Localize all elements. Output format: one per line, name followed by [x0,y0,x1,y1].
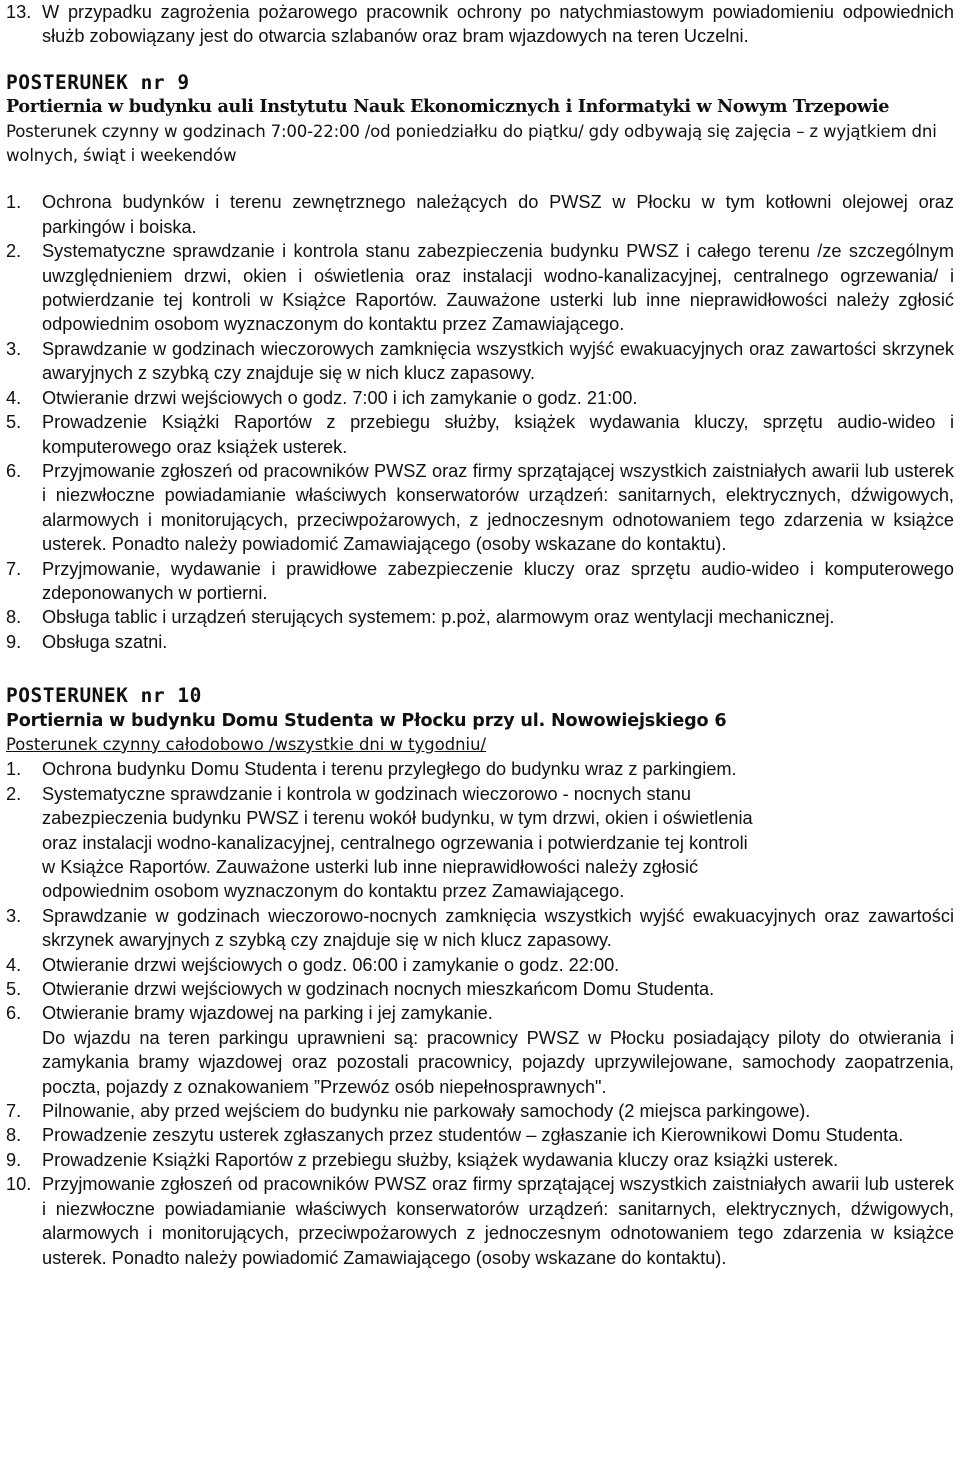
list-item [6,0,954,49]
item-text-main: Przyjmowanie zgłoszeń od pracowników PWSZ oraz firmy sprzątającej wszystkich zaistniałych awarii lub usterek i niezwłoczne powiadamianie właściwych konserwatorów urządzeń: sanitarnych, elektrycznych, dźwigowych, alarmowych i monitorujących, przeciwpożarowych z jednoczesnym odnotowaniem tego zdarzenia w książce usterek. Ponadto należy powiadomić Zamawiającego (osoby wskazane do kontaktu). [42,1174,954,1268]
post-10-section [6,684,954,1270]
item-text-main: Ochrona budynków i terenu zewnętrznego należących do PWSZ w Płocku w tym kotłowni olejowej oraz parkingów i boiska. [42,192,954,237]
item-number: 6. [6,1003,22,1024]
list-item [6,953,954,977]
item-text [42,1172,954,1270]
list-item [6,337,954,386]
item-text-main: Otwieranie drzwi wejściowych w godzinach nocnych mieszkańcom Domu Studenta. [42,979,715,1000]
item-text [42,1099,954,1123]
item-number: 3. [6,338,22,359]
item-text-main: Otwieranie drzwi wejściowych o godz. 06:00 i zamykanie o godz. 22:00. [42,954,620,975]
item-number: 7. [6,1101,22,1122]
item-text-main: Otwieranie bramy wjazdowej na parking i jej zamykanie. [42,1003,493,1024]
item-number: 7. [6,558,22,579]
item-text-main: Sprawdzanie w godzinach wieczorowych zamknięcia wszystkich wyjść ewakuacyjnych oraz zawartości skrzynek awaryjnych z szybką czy znajduje się w nich klucz zapasowy. [42,338,954,384]
post-9-hours: Posterunek czynny w godzinach 7:00-22:00 /od poniedziałku do piątku/ gdy odbywają się zajęcia – z wyjątkiem dni wolnych, świąt i weekendów [6,121,937,166]
post-10-location: Portiernia w budynku Domu Studenta w Płocku przy ul. Nowowiejskiego 6 [6,710,727,731]
list-item [6,557,954,606]
item-text [42,904,954,953]
list-item [6,630,954,654]
item-text [42,757,954,781]
list-item [6,904,954,953]
item-text-line: w Książce Raportów. Zauważone usterki lub inne nieprawidłowości należy zgłosić [42,857,699,877]
item-number: 9. [6,1149,22,1170]
post-10-title: POSTERUNEK nr 10 [6,684,202,708]
item-text [42,953,954,977]
item-text [42,977,954,1001]
item-number: 8. [6,1125,22,1146]
item-number: 6. [6,460,22,481]
item-text-main: Sprawdzanie w godzinach wieczorowo-nocnych zamknięcia wszystkich wyjść ewakuacyjnych oraz zawartości skrzynek awaryjnych z szybką czy znajduje się w nich klucz zapasowy. [42,905,954,951]
item-text-line: Systematyczne sprawdzanie i kontrola w godzinach wieczorowo - nocnych stanu [42,783,692,804]
list-item [6,239,954,337]
item-number: 5. [6,979,22,1000]
item-number: 3. [6,905,22,926]
list-item [6,1001,954,1099]
item-number: 5. [6,412,22,433]
item-text [42,1148,954,1172]
list-item [6,386,954,410]
item-text-line: zabezpieczenia budynku PWSZ i terenu wokół budynku, w tym drzwi, okien i oświetlenia [42,808,753,829]
list-item [6,605,954,629]
list-item [6,757,954,781]
list-item [6,977,954,1001]
list-item [6,1172,954,1270]
item-number: 4. [6,954,22,975]
item-text-main: Przyjmowanie, wydawanie i prawidłowe zabezpieczenie kluczy oraz sprzętu audio-wideo i komputerowego zdeponowanych w portierni. [42,558,954,603]
item-number: 4. [6,387,22,408]
item-text [42,605,954,629]
post-9-section [6,71,954,654]
item-number: 2. [6,783,22,804]
item-text [42,557,954,606]
list-item [6,1123,954,1147]
item-text-line: odpowiednim osobom wyznaczonym do kontaktu przez Zamawiającego. [42,881,625,902]
item-text [42,782,954,904]
list-item [6,1148,954,1172]
item-text-main: Prowadzenie Książki Raportów z przebiegu służby, książek wydawania kluczy oraz książki usterek. [42,1149,839,1170]
item-text [42,459,954,557]
item-number: 1. [6,759,22,780]
post-10-duties-list [6,757,954,1270]
item-text [42,239,954,337]
item-text [42,1001,954,1099]
list-item [6,190,954,239]
item-number: 9. [6,631,22,652]
item-text [42,337,954,386]
item-text-main: Prowadzenie Książki Raportów z przebiegu służby, książek wydawania kluczy, sprzętu audio-wideo i komputerowego oraz książek usterek. [42,412,954,457]
item-text [42,1123,954,1147]
post-10-hours: Posterunek czynny całodobowo /wszystkie dni w tygodniu/ [6,734,486,754]
item-text [42,410,954,459]
post-9-location: Portiernia w budynku auli Instytutu Nauk Ekonomicznych i Informatyki w Nowym Trzepowie [6,96,890,118]
list-item [6,782,954,904]
item-text-main: Obsługa szatni. [42,631,168,652]
item-text-main: Obsługa tablic i urządzeń sterujących systemem: p.poż, alarmowym oraz wentylacji mechanicznej. [42,607,835,628]
post-9-duties-list [6,190,954,654]
top-list [6,0,954,49]
item-text-extra: Do wjazdu na teren parkingu uprawnieni są: pracownicy PWSZ w Płocku posiadający piloty do otwierania i zamykania bramy wjazdowej oraz pozostali pracownicy, pojazdy uprzywilejowane, samochody zaopatrzenia, poczta, pojazdy z oznakowaniem ”Przewóz osób niepełnosprawnych". [42,1027,954,1097]
item-number: 13. [6,2,32,22]
item-number: 10. [6,1174,32,1195]
item-number: 2. [6,241,22,262]
item-text-main: Otwieranie drzwi wejściowych o godz. 7:00 i ich zamykanie o godz. 21:00. [42,387,638,408]
item-text [42,190,954,239]
item-text-main: Przyjmowanie zgłoszeń od pracowników PWSZ oraz firmy sprzątającej wszystkich zaistniałych awarii lub usterek i niezwłoczne powiadamianie właściwych konserwatorów urządzeń: sanitarnych, elektrycznych, dźwigowych, alarmowych i monitorujących, przeciwpożarowych, z jednoczesnym odnotowaniem tego zdarzenia w książce usterek. Ponadto należy powiadomić Zamawiającego (osoby wskazane do kontaktu). [42,460,954,555]
item-text-main: Systematyczne sprawdzanie i kontrola stanu zabezpieczenia budynku PWSZ i całego terenu /ze szczególnym uwzględnieniem drzwi, okien i oświetlenia oraz instalacji wodno-kanalizacyjnej, centralnego ogrzewania/ i potwierdzanie tej kontroli w Książce Raportów. Zauważone usterki lub inne nieprawidłowości należy zgłosić odpowiednim osobom wyznaczonym do kontaktu przez Zamawiającego. [42,241,954,335]
item-text-main: Ochrona budynku Domu Studenta i terenu przyległego do budynku wraz z parkingiem. [42,759,737,780]
post-9-title: POSTERUNEK nr 9 [6,70,190,94]
list-item [6,1099,954,1123]
list-item [6,410,954,459]
item-text [42,630,954,654]
item-number: 8. [6,607,22,628]
item-number: 1. [6,192,22,213]
item-text-line: oraz instalacji wodno-kanalizacyjnej, centralnego ogrzewania i potwierdzanie tej kontroli [42,832,748,853]
item-text-main: Prowadzenie zeszytu usterek zgłaszanych przez studentów – zgłaszanie ich Kierownikowi Domu Studenta. [42,1125,904,1146]
list-item [6,459,954,557]
item-text: W przypadku zagrożenia pożarowego pracownik ochrony po natychmiastowym powiadomieniu odpowiednich służb zobowiązany jest do otwarcia szlabanów oraz bram wjazdowych na teren Uczelni. [42,2,954,47]
item-text-main: Pilnowanie, aby przed wejściem do budynku nie parkowały samochody (2 miejsca parkingowe). [42,1101,811,1122]
item-text [42,386,954,410]
